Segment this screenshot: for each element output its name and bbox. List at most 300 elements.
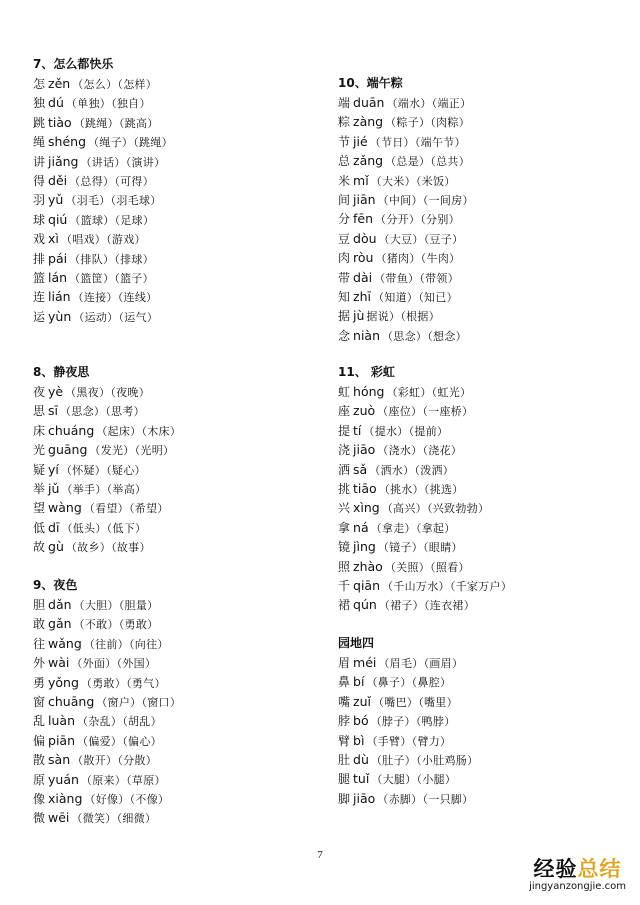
word-1: （鼻子）	[366, 676, 412, 690]
word-2: （胡乱）	[122, 715, 162, 729]
vocab-entry	[33, 401, 313, 420]
word-2: （跳高）	[118, 116, 159, 130]
word-2: （兴致勃勃）	[426, 502, 490, 516]
word-2: （草原）	[126, 773, 166, 787]
vocab-entry	[33, 113, 313, 132]
character: 夜	[33, 385, 46, 399]
word-1: （大米）	[370, 174, 416, 188]
section-title: 10、端午粽	[338, 76, 403, 90]
lesson-8-section	[33, 363, 313, 557]
word-2: （夜晚）	[110, 386, 151, 399]
vocab-entry	[338, 382, 618, 401]
vocab-entry	[338, 692, 618, 711]
pinyin: lán	[48, 269, 68, 285]
vocab-entry	[338, 498, 618, 517]
pinyin: bí	[353, 674, 365, 690]
vocab-entry	[33, 460, 313, 479]
pinyin: wàng	[48, 500, 82, 516]
word-1: （怀疑）	[60, 463, 107, 477]
pinyin: lián	[48, 289, 71, 305]
character: 连	[33, 290, 46, 305]
word-1: （思念）	[60, 405, 106, 419]
watermark-logo	[529, 857, 626, 893]
pinyin: dǎn	[48, 597, 72, 612]
character: 鼻	[338, 675, 351, 690]
vocab-entry	[33, 307, 313, 326]
word-2: （根据）	[400, 310, 441, 324]
vocab-entry	[33, 731, 313, 750]
word-2: （眼睛）	[423, 541, 463, 555]
pinyin: qún	[353, 597, 377, 613]
word-2: （故事）	[111, 541, 151, 555]
character: 像	[33, 791, 46, 806]
character: 讲	[33, 154, 46, 169]
character: 总	[338, 154, 351, 169]
character: 挑	[338, 481, 351, 496]
word-2: （怎样）	[117, 78, 158, 91]
word-2: （分散）	[117, 754, 158, 768]
vocab-entry	[33, 595, 313, 614]
vocab-entry	[338, 653, 618, 672]
word-1: （粽子）	[385, 116, 431, 130]
pinyin: sī	[48, 403, 59, 419]
word-1: 据说）	[366, 310, 401, 324]
character: 知	[338, 289, 351, 304]
vocab-entry	[33, 190, 313, 209]
vocab-entry	[338, 421, 618, 440]
vocab-entry	[33, 770, 313, 789]
pinyin: jiāo	[353, 442, 376, 458]
vocab-entry	[338, 440, 618, 459]
word-1: （散开）	[72, 754, 118, 768]
word-1: （肚子）	[370, 753, 417, 767]
word-1: （浇水）	[377, 444, 423, 458]
word-1: （分开）	[375, 213, 421, 227]
pinyin: jǔ	[48, 480, 60, 496]
vocab-entry	[338, 112, 618, 131]
pinyin: guāng	[48, 442, 88, 458]
word-1: （提水）	[363, 424, 409, 438]
vocab-entry	[33, 210, 313, 229]
vocab-entry	[338, 789, 618, 808]
word-2: （泼洒）	[414, 463, 455, 477]
word-1: （总得）	[69, 174, 115, 188]
word-2: （浇花）	[422, 444, 463, 458]
watermark-url: jingyanzongjie.com	[529, 881, 626, 892]
word-1: （运动）	[73, 310, 119, 324]
word-1: （裙子）	[378, 599, 424, 613]
pinyin: sǎ	[353, 461, 368, 477]
word-2: （独自）	[111, 97, 151, 111]
word-2: （知已）	[418, 290, 458, 304]
vocab-entry	[33, 673, 313, 692]
word-1: （往前）	[83, 637, 129, 651]
pinyin: bì	[353, 732, 365, 748]
word-1: （跳绳）	[73, 116, 119, 130]
character: 微	[33, 811, 46, 826]
word-1: （带鱼）	[374, 271, 420, 285]
vocab-entry	[338, 401, 618, 420]
word-1: （绳子）	[88, 136, 134, 150]
word-2: （偏心）	[122, 734, 162, 748]
pinyin: duān	[353, 95, 385, 110]
page-number: 7	[317, 849, 323, 861]
pinyin: jiāo	[353, 790, 376, 806]
pinyin: ná	[353, 519, 369, 535]
character: 粽	[338, 115, 351, 130]
character: 米	[338, 173, 351, 188]
pinyin: tiāo	[353, 480, 377, 496]
vocab-entry	[33, 479, 313, 498]
vocab-entry	[33, 132, 313, 151]
pinyin: ròu	[353, 250, 374, 266]
pinyin: zěn	[48, 76, 71, 91]
word-1: （猪肉）	[375, 252, 421, 266]
character: 勇	[33, 675, 46, 690]
word-1: （高兴）	[381, 502, 427, 516]
pinyin: yǒng	[48, 674, 79, 690]
character: 提	[338, 423, 351, 438]
character: 肉	[338, 251, 351, 266]
character: 兴	[338, 501, 351, 516]
vocab-entry	[338, 576, 618, 595]
character: 带	[338, 270, 351, 285]
character: 胆	[33, 598, 46, 612]
pinyin: xiàng	[48, 790, 83, 806]
character: 眉	[338, 656, 351, 670]
character: 低	[33, 520, 46, 535]
character: 羽	[33, 193, 46, 208]
word-2: （运气）	[118, 310, 159, 324]
character: 嘴	[338, 694, 351, 709]
word-1: （手臂）	[366, 734, 412, 748]
character: 运	[33, 309, 46, 324]
pinyin: pái	[48, 250, 68, 266]
word-1: （嘴巴）	[372, 695, 419, 709]
character: 念	[338, 328, 351, 343]
word-1: （低头）	[61, 521, 107, 535]
word-2: （一间房）	[422, 193, 474, 207]
character: 端	[338, 96, 351, 110]
word-1: （篮筐）	[69, 271, 115, 285]
pinyin: wēi	[48, 810, 70, 826]
lesson-11-section	[338, 363, 618, 615]
word-2: （端正）	[431, 97, 472, 110]
vocab-entry	[33, 634, 313, 653]
section-title: 园地四	[338, 636, 375, 650]
pinyin: luàn	[48, 713, 75, 729]
pinyin: qiú	[48, 211, 68, 227]
word-2: （豆子）	[423, 232, 464, 246]
pinyin: dài	[353, 269, 373, 285]
pinyin: dī	[48, 519, 60, 535]
vocab-entry	[338, 460, 618, 479]
pinyin: děi	[48, 172, 68, 188]
character: 千	[338, 578, 351, 593]
pinyin: jù	[353, 308, 365, 324]
section-title: 11、 彩虹	[338, 365, 395, 379]
pinyin: zuò	[353, 403, 376, 419]
word-1: （思念）	[382, 329, 428, 343]
vocab-entry	[33, 440, 313, 459]
word-2: （分别）	[420, 213, 460, 227]
lesson-7-section	[33, 55, 313, 326]
vocab-entry	[33, 614, 313, 633]
pinyin: jìng	[353, 539, 376, 555]
vocab-entry	[338, 557, 618, 576]
character: 外	[33, 656, 46, 671]
character: 排	[33, 251, 46, 266]
word-1: （端水）	[386, 97, 432, 110]
vocab-entry	[33, 692, 313, 711]
pinyin: jiān	[353, 191, 376, 207]
vocab-entry	[33, 653, 313, 672]
word-2: （千家万户）	[449, 579, 513, 593]
word-1: （眉毛）	[378, 657, 424, 670]
pinyin: zǎng	[353, 153, 384, 169]
vocab-entry	[33, 74, 313, 93]
word-1: （偏爱）	[77, 734, 123, 748]
word-2: （细微）	[116, 812, 157, 826]
word-2: （一座桥）	[422, 405, 474, 419]
character: 腿	[338, 772, 351, 787]
word-2: （羽毛球）	[110, 194, 162, 208]
vocab-entry	[33, 537, 313, 556]
character: 得	[33, 173, 46, 188]
character: 照	[338, 559, 351, 574]
section-title: 7、怎么都快乐	[33, 57, 114, 71]
character: 乱	[33, 714, 46, 729]
character: 望	[33, 501, 46, 516]
pinyin: gù	[48, 539, 64, 555]
word-2: （带领）	[419, 271, 459, 285]
pinyin: mǐ	[353, 172, 369, 188]
character: 床	[33, 423, 46, 438]
character: 篮	[33, 270, 46, 285]
pinyin: wǎng	[48, 635, 82, 651]
character: 脖	[338, 714, 351, 729]
lesson-10-section	[338, 74, 618, 345]
word-1: （挑水）	[378, 482, 424, 496]
word-1: （拿走）	[370, 521, 416, 535]
word-2: （举高）	[106, 482, 147, 496]
vocab-entry	[338, 479, 618, 498]
word-2: （鸭脖）	[415, 715, 456, 729]
character: 敢	[33, 617, 46, 632]
word-1: （赤脚）	[377, 792, 423, 806]
word-2: （疑心）	[106, 463, 146, 477]
word-2: （光明）	[134, 444, 175, 458]
character: 疑	[33, 462, 46, 477]
pinyin: chuáng	[48, 422, 95, 438]
vocab-entry	[33, 518, 313, 537]
vocab-entry	[33, 750, 313, 769]
vocab-entry	[33, 249, 313, 268]
word-2: （篮子）	[114, 271, 154, 285]
vocab-entry	[338, 711, 618, 730]
character: 脚	[338, 791, 351, 806]
vocab-entry	[338, 672, 618, 691]
pinyin: yùn	[48, 308, 72, 324]
pinyin: méi	[353, 655, 377, 670]
character: 故	[33, 540, 46, 555]
vocab-entry	[338, 537, 618, 556]
word-1: （不敢）	[73, 618, 119, 632]
pinyin: jié	[353, 133, 368, 149]
pinyin: niàn	[353, 327, 380, 343]
word-2: （挑选）	[423, 482, 464, 496]
vocab-entry	[338, 151, 618, 170]
pinyin: wài	[48, 655, 70, 671]
word-1: （举手）	[61, 482, 107, 496]
word-1: （大胆）	[73, 599, 119, 612]
word-2: （连衣裙）	[424, 599, 475, 613]
pinyin: tí	[353, 422, 362, 438]
word-1: （羽毛）	[65, 194, 111, 208]
pinyin: bó	[353, 713, 369, 729]
word-2: （米饭）	[415, 174, 456, 188]
word-2: （窗口）	[141, 695, 182, 709]
word-2: （跳绳）	[133, 136, 173, 150]
vocab-entry	[33, 789, 313, 808]
vocab-entry	[338, 518, 618, 537]
pinyin: zhào	[353, 558, 383, 574]
word-2: （向往）	[128, 637, 169, 651]
vocab-entry	[33, 382, 313, 401]
word-1: （彩虹）	[386, 386, 432, 399]
word-1: （杂乱）	[77, 715, 123, 729]
word-1: （原来）	[80, 773, 127, 787]
character: 虹	[338, 385, 351, 399]
word-2: （连线）	[117, 291, 158, 305]
vocab-entry	[338, 248, 618, 267]
character: 臂	[338, 733, 351, 748]
pinyin: yuán	[48, 771, 79, 787]
word-1: （大腿）	[371, 773, 417, 787]
character: 裙	[338, 598, 351, 613]
word-1: （讲话）	[80, 155, 126, 169]
character: 窗	[33, 694, 46, 709]
word-2: （不像）	[129, 792, 170, 806]
word-1: （发光）	[89, 444, 135, 458]
word-1: （镜子）	[377, 541, 424, 555]
pinyin: tuǐ	[353, 771, 370, 787]
word-2: （小肚鸡肠）	[416, 753, 479, 767]
word-1: （洒水）	[369, 463, 415, 477]
character: 据	[338, 309, 351, 324]
word-1: （微笑）	[71, 812, 117, 826]
vocab-entry	[338, 229, 618, 248]
word-1: （单独）	[65, 97, 112, 111]
character: 洒	[338, 462, 351, 477]
word-2: （臂力）	[411, 734, 452, 748]
character: 偏	[33, 733, 46, 748]
word-2: （勇敢）	[118, 618, 159, 632]
word-2: （排球）	[114, 252, 154, 266]
vocab-entry	[33, 711, 313, 730]
pinyin: jiǎng	[48, 153, 79, 169]
character: 散	[33, 753, 46, 768]
pinyin: piān	[48, 732, 76, 748]
word-2: （想念）	[427, 329, 467, 343]
word-2: （思考）	[105, 405, 145, 419]
word-2: （一只脚）	[422, 792, 474, 806]
pinyin: fēn	[353, 211, 374, 227]
vocab-entry	[33, 93, 313, 112]
vocab-entry	[33, 421, 313, 440]
vocab-entry	[338, 769, 618, 788]
character: 镜	[338, 540, 351, 555]
watermark-title-part1: 经验	[533, 857, 578, 881]
pinyin: tiào	[48, 114, 72, 130]
word-2: （演讲）	[125, 155, 166, 169]
word-1: （勇敢）	[80, 676, 127, 690]
word-1: （篮球）	[69, 213, 115, 227]
character: 原	[33, 772, 46, 787]
pinyin: dú	[48, 95, 64, 111]
vocab-entry	[33, 498, 313, 517]
word-1: （知道）	[372, 290, 419, 304]
word-1: （千山万水）	[382, 579, 450, 593]
word-2: （可得）	[114, 174, 155, 188]
character: 座	[338, 404, 351, 419]
watermark-title	[529, 857, 626, 881]
pinyin: shéng	[48, 134, 86, 150]
vocab-entry	[338, 306, 618, 325]
pinyin: zhī	[353, 288, 371, 304]
pinyin: yí	[48, 461, 59, 477]
pinyin: yè	[48, 384, 64, 399]
pinyin: xì	[48, 231, 59, 247]
character: 浇	[338, 443, 351, 458]
word-2: （小腿）	[416, 773, 457, 787]
character: 节	[338, 134, 351, 149]
pinyin: xìng	[353, 500, 380, 516]
word-2: （胆量）	[118, 599, 159, 612]
watermark-title-part2: 总结	[577, 857, 622, 881]
section-title: 9、夜色	[33, 578, 78, 592]
word-2: （肉粽）	[430, 116, 470, 130]
word-1: （黑夜）	[65, 386, 111, 399]
word-2: （木床）	[141, 424, 182, 438]
word-1: （怎么）	[72, 78, 118, 91]
word-1: （窗户）	[96, 695, 142, 709]
word-2: （游戏）	[106, 233, 146, 247]
pinyin: dòu	[353, 230, 377, 246]
word-1: （外面）	[71, 657, 117, 671]
word-1: （故乡）	[65, 541, 112, 555]
vocab-entry	[33, 268, 313, 287]
word-1: （关照）	[384, 560, 431, 574]
word-2: （勇气）	[126, 676, 166, 690]
vocab-entry	[338, 326, 618, 345]
word-1: （座位）	[377, 405, 423, 419]
character: 球	[33, 212, 46, 227]
vocab-entry	[338, 287, 618, 306]
word-1: （排队）	[69, 252, 115, 266]
word-2: （嘴里）	[418, 695, 458, 709]
character: 绳	[33, 135, 46, 150]
character: 跳	[33, 115, 46, 130]
vocab-entry	[338, 731, 618, 750]
character: 豆	[338, 231, 351, 246]
character: 分	[338, 212, 351, 227]
word-1: （总是）	[385, 155, 431, 169]
vocab-entry	[338, 132, 618, 151]
lesson-9-section	[33, 576, 313, 828]
word-1: （大豆）	[378, 232, 424, 246]
character: 怎	[33, 77, 46, 91]
